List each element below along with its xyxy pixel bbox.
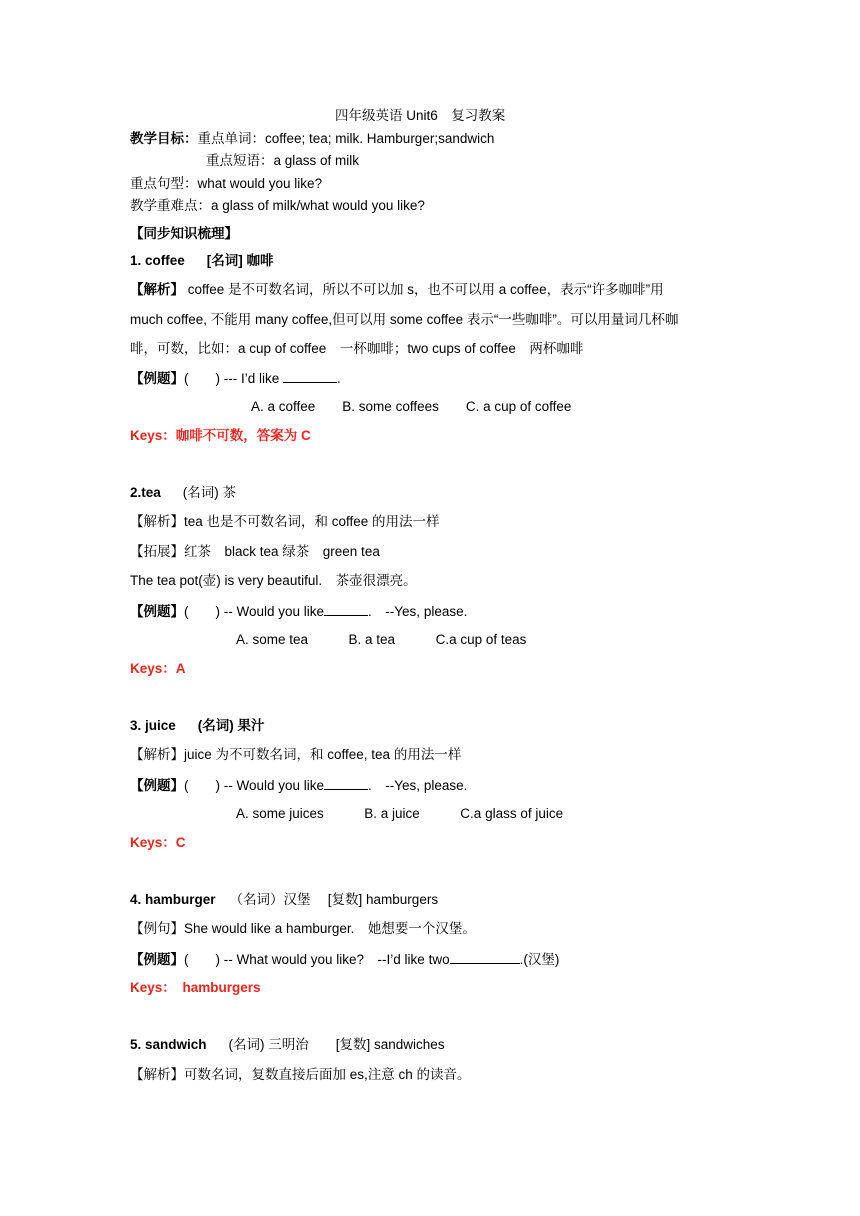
sandwich-heading-word: 5. sandwich	[130, 1037, 207, 1052]
section-title: 【同步知识梳理】	[130, 226, 238, 241]
coffee-heading-pos: [名词] 咖啡	[206, 253, 274, 268]
goal-phrase: 重点短语：a glass of milk	[206, 153, 360, 168]
answer-blank	[450, 949, 520, 964]
hamburger-keys: Keys： hamburgers	[130, 980, 261, 995]
tea-analysis: 【解析】tea 也是不可数名词，和 coffee 的用法一样	[130, 514, 440, 529]
tea-keys: Keys：A	[130, 661, 186, 676]
teaching-goal-line	[130, 129, 494, 149]
hamburger-example-text: ( )	[184, 952, 224, 967]
answer-blank	[324, 775, 368, 790]
key-difficulty: 教学重难点：a glass of milk/what would you like?	[130, 198, 425, 213]
key-sentence: 重点句型：what would you like?	[130, 176, 323, 191]
juice-example-label: 【例题】	[130, 778, 184, 793]
goal-words: 重点单词：coffee; tea; milk. Hamburger;sandwich	[197, 131, 495, 146]
sandwich-heading	[130, 1035, 445, 1055]
coffee-example-end: .	[337, 371, 341, 386]
coffee-analysis-line-1	[130, 280, 664, 300]
coffee-heading	[130, 251, 274, 271]
tea-heading-pos: (名词) 茶	[182, 485, 237, 500]
coffee-analysis-line-3: 啡，可数，比如：a cup of coffee 一杯咖啡；two cups of coffee 两杯咖啡	[130, 341, 584, 356]
hamburger-heading-pos: （名词）汉堡 [复数] hamburgers	[229, 892, 439, 907]
juice-example-q: -- Would you like	[223, 778, 325, 793]
tea-heading	[130, 483, 236, 503]
tea-heading-word: 2.tea	[130, 485, 161, 500]
answer-blank	[283, 368, 337, 383]
coffee-example-label: 【例题】	[130, 371, 184, 386]
juice-example-end: . --Yes, please.	[368, 778, 468, 793]
tea-sentence: The tea pot(壶) is very beautiful. 茶壶很漂亮。	[130, 573, 417, 588]
document-title: 四年级英语 Unit6 复习教案	[335, 108, 506, 123]
juice-example-text: ( )	[184, 778, 224, 793]
coffee-example	[130, 368, 341, 389]
tea-example-q: -- Would you like	[223, 604, 325, 619]
coffee-analysis-line-2: much coffee, 不能用 many coffee,但可以用 some coffee 表示“一些咖啡”。可以用量词几杯咖	[130, 312, 679, 327]
sandwich-heading-pos: (名词) 三明治 [复数] sandwiches	[228, 1037, 445, 1052]
goal-label: 教学目标：	[130, 131, 198, 146]
sandwich-analysis: 【解析】可数名词，复数直接后面加 es,注意 ch 的读音。	[130, 1067, 471, 1082]
juice-heading-pos: (名词) 果汁	[197, 718, 265, 733]
coffee-example-text: ( ) --- I’d like	[184, 371, 283, 386]
tea-example-end: . --Yes, please.	[368, 604, 468, 619]
hamburger-example-q: -- What would you like? --I’d like two	[223, 952, 450, 967]
hamburger-heading-word: 4. hamburger	[130, 892, 216, 907]
tea-example	[130, 601, 467, 622]
juice-example	[130, 775, 467, 796]
hamburger-heading	[130, 890, 438, 910]
tea-example-text: ( )	[184, 604, 224, 619]
coffee-options: A. a coffee B. some coffees C. a cup of coffee	[251, 399, 572, 414]
juice-heading-word: 3. juice	[130, 718, 176, 733]
juice-options: A. some juices B. a juice C.a glass of juice	[236, 806, 564, 821]
juice-analysis: 【解析】juice 为不可数名词，和 coffee, tea 的用法一样	[130, 747, 462, 762]
juice-keys: Keys：C	[130, 835, 186, 850]
coffee-heading-word: 1. coffee	[130, 253, 185, 268]
coffee-keys: Keys：咖啡不可数，答案为 C	[130, 428, 311, 443]
hamburger-example-end: .(汉堡)	[519, 952, 560, 967]
hamburger-example-label: 【例题】	[130, 952, 184, 967]
coffee-analysis-text-1: coffee 是不可数名词，所以不可以加 s，也不可以用 a coffee，表示“许多咖啡”用	[184, 282, 664, 297]
hamburger-example	[130, 949, 559, 970]
tea-extend: 【拓展】红茶 black tea 绿茶 green tea	[130, 544, 380, 559]
tea-options: A. some tea B. a tea C.a cup of teas	[236, 632, 527, 647]
tea-example-label: 【例题】	[130, 604, 184, 619]
juice-heading	[130, 716, 265, 736]
hamburger-example-sentence: 【例句】She would like a hamburger. 她想要一个汉堡。	[130, 921, 476, 936]
coffee-analysis-label: 【解析】	[130, 282, 184, 297]
answer-blank	[324, 601, 368, 616]
